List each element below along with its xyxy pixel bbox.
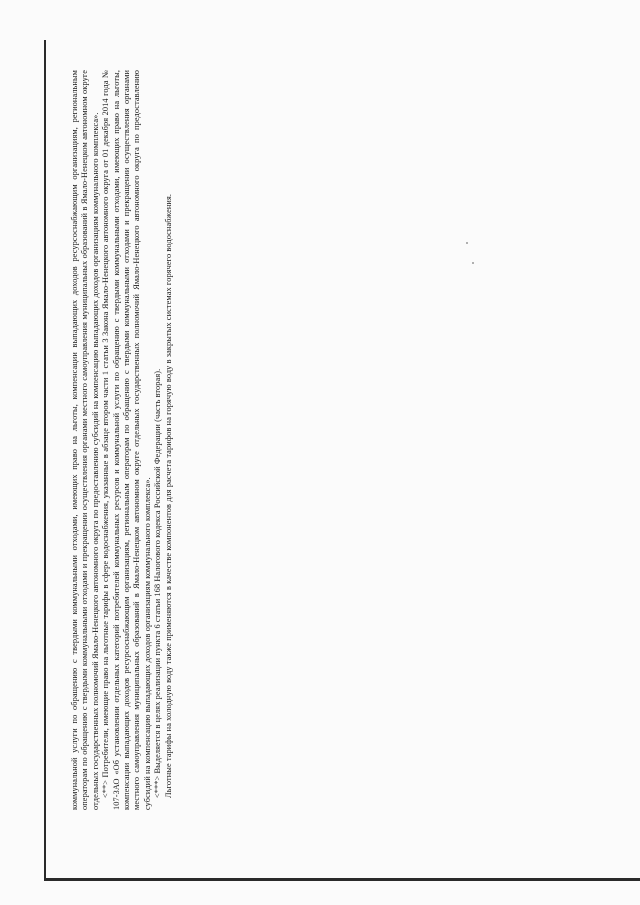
rotated-text-block	[70, 70, 230, 810]
closing-note: Льготные тарифы на холодную воду также применяются в качестве компонентов для расчета тарифов на горячую воду в закрытых системах горячего водоснабжения.	[163, 193, 173, 798]
scan-speck	[466, 242, 468, 244]
scan-left-border	[44, 40, 46, 880]
footnote-three-stars: <***> Выделяется в целях реализации пункта 6 статьи 168 Налогового кодекса Российской Федерации (часть вторая).	[153, 368, 163, 798]
scan-bottom-border	[44, 878, 640, 881]
footnote-continuation: коммунальной услуги по обращению с твердыми коммунальными отходами, имеющих право на льготы, компенсации выпадающих доходов ресурсоснабжающим организациям, региональным операторам по обращению с твердыми коммунальными отходами и прекращении осуществления органами местного самоуправления муниципальных образований в Ямало-Ненецком автономном округе отдельных государственных полномочий Ямало-Ненецкого автономного округа по предоставлению субсидий на компенсацию выпадающих доходов организациям коммунального комплекса».	[70, 70, 100, 810]
footnote-two-stars: <**> Потребители, имеющие право на льготные тарифы в сфере водоснабжения, указанные в абзаце втором части 1 статьи 3 Закона Ямало-Ненецкого автономного округа от 01 декабря 2014 года № 107-ЗАО «Об установлении отдельных категорий потребителей коммунальных ресурсов и коммунальной услуги по обращению с твердыми коммунальными отходами, имеющих право на льготы, компенсации выпадающих доходов ресурсоснабжающим организациям, региональным операторам по обращению с твердыми коммунальными отходами и прекращении осуществления органами местного самоуправления муниципальных образований в Ямало-Ненецком автономном округе отдельных государственных полномочий Ямало-Ненецкого автономного округа по предоставлению субсидий на компенсацию выпадающих доходов организациям коммунального комплекса».	[101, 70, 152, 810]
scan-speck	[472, 262, 474, 264]
